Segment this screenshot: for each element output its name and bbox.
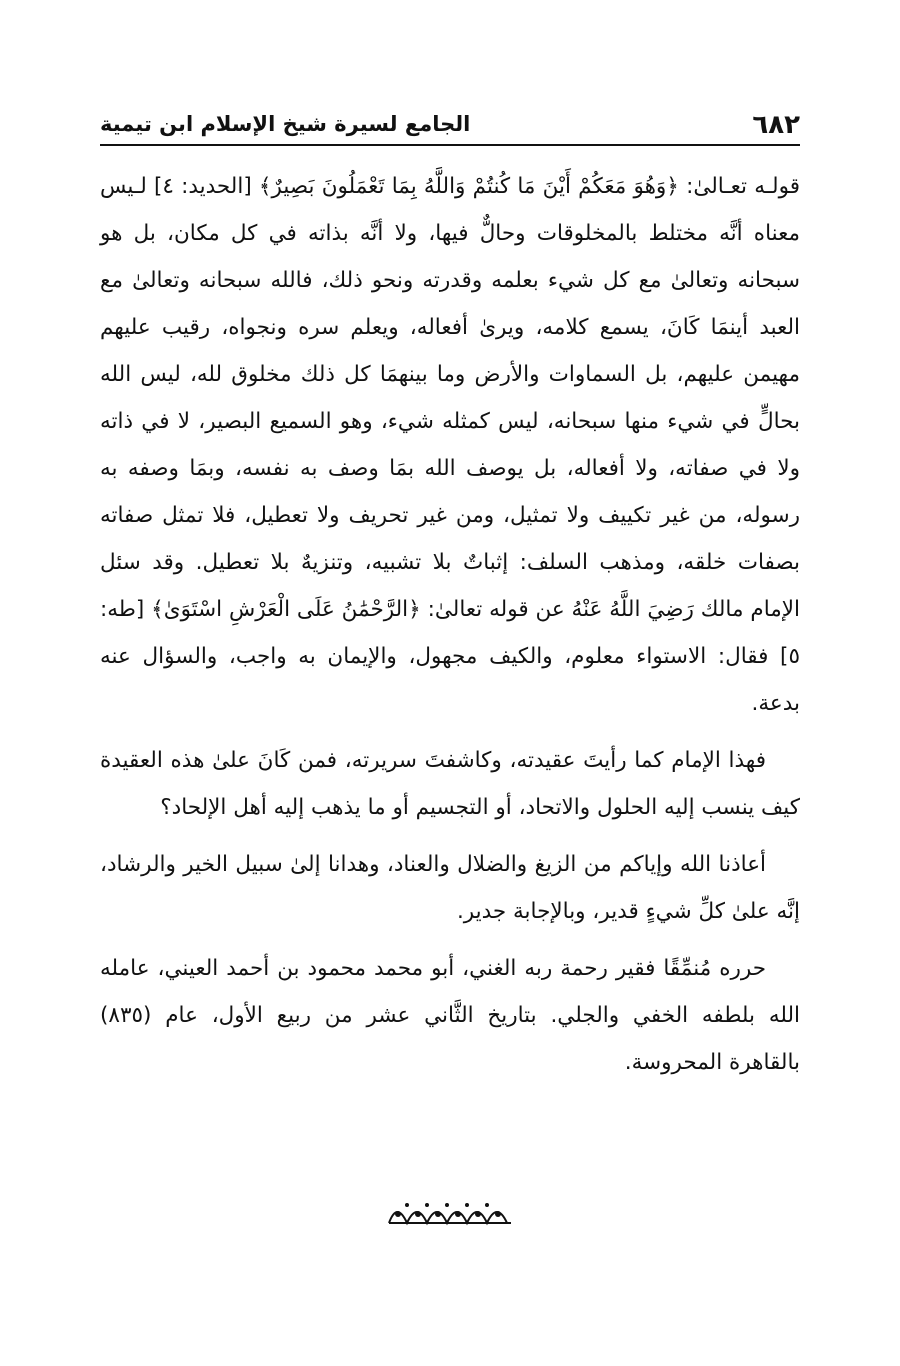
paragraph-3: أعاذنا الله وإياكم من الزيغ والضلال والعناد، وهدانا إلىٰ سبيل الخير والرشاد، إنَّه علىٰ كلِّ شيءٍ قدير، وبالإجابة جدير. bbox=[100, 852, 800, 924]
paragraph-1: قولـه تعـالىٰ: ﴿وَهُوَ مَعَكُمْ أَيْنَ مَا كُنتُمْ وَاللَّهُ بِمَا تَعْمَلُونَ بَصِيرٌ﴾ [الحديد: ٤] لـيس معناه أنَّه مختلط بالمخلوقات وحالٌّ فيها، ولا أنَّه بذاته في كل مكان، بل هو سبحانه وتعالىٰ مع كل شيء بعلمه وقدرته ونحو ذلك، فالله سبحانه وتعالىٰ مع العبد أينمَا كَانَ، يسمع كلامه، ويرىٰ أفعاله، ويعلم سره ونجواه، رقيب عليهم مهيمن عليهم، بل السماوات والأرض وما بينهمَا كل ذلك مخلوق لله، ليس الله بحالٍّ في شيء منها سبحانه، ليس كمثله شيء، وهو السميع البصير، لا في ذاته ولا في صفاته، ولا أفعاله، بل يوصف الله بمَا وصف به نفسه، وبمَا وصفه به رسوله، من غير تكييف ولا تمثيل، ومن غير تحريف ولا تعطيل، فلا تمثل صفاته بصفات خلقه، ومذهب السلف: إثباتٌ بلا تشبيه، وتنزيهٌ بلا تعطيل. وقد سئل الإمام مالك رَضِيَ اللَّهُ عَنْهُ عن قوله تعالىٰ: ﴿الرَّحْمَٰنُ عَلَى الْعَرْشِ اسْتَوَىٰ﴾ [طه: ٥] فقال: الاستواء معلوم، والكيف مجهول، والإيمان به واجب، والسؤال عنه بدعة. bbox=[100, 174, 800, 716]
running-title: الجامع لسيرة شيخ الإسلام ابن تيمية bbox=[100, 112, 471, 136]
ornament-icon bbox=[380, 1195, 520, 1231]
paragraph-4: حرره مُنمِّقًا فقير رحمة ربه الغني، أبو محمد محمود بن أحمد العيني، عامله الله بلطفه الخفي والجلي. بتاريخ الثَّاني عشر من ربيع الأول، عام (٨٣٥) بالقاهرة المحروسة. bbox=[100, 956, 800, 1075]
paragraph-2: فهذا الإمام كما رأيتَ عقيدته، وكاشفتَ سريرته، فمن كَانَ علىٰ هذه العقيدة كيف ينسب إليه الحلول والاتحاد، أو التجسيم أو ما يذهب إليه أهل الإلحاد؟ bbox=[100, 748, 800, 820]
header-divider bbox=[100, 144, 800, 146]
page-number: ٦٨٢ bbox=[752, 110, 800, 140]
page-header bbox=[100, 108, 800, 144]
body-text bbox=[100, 163, 800, 1086]
